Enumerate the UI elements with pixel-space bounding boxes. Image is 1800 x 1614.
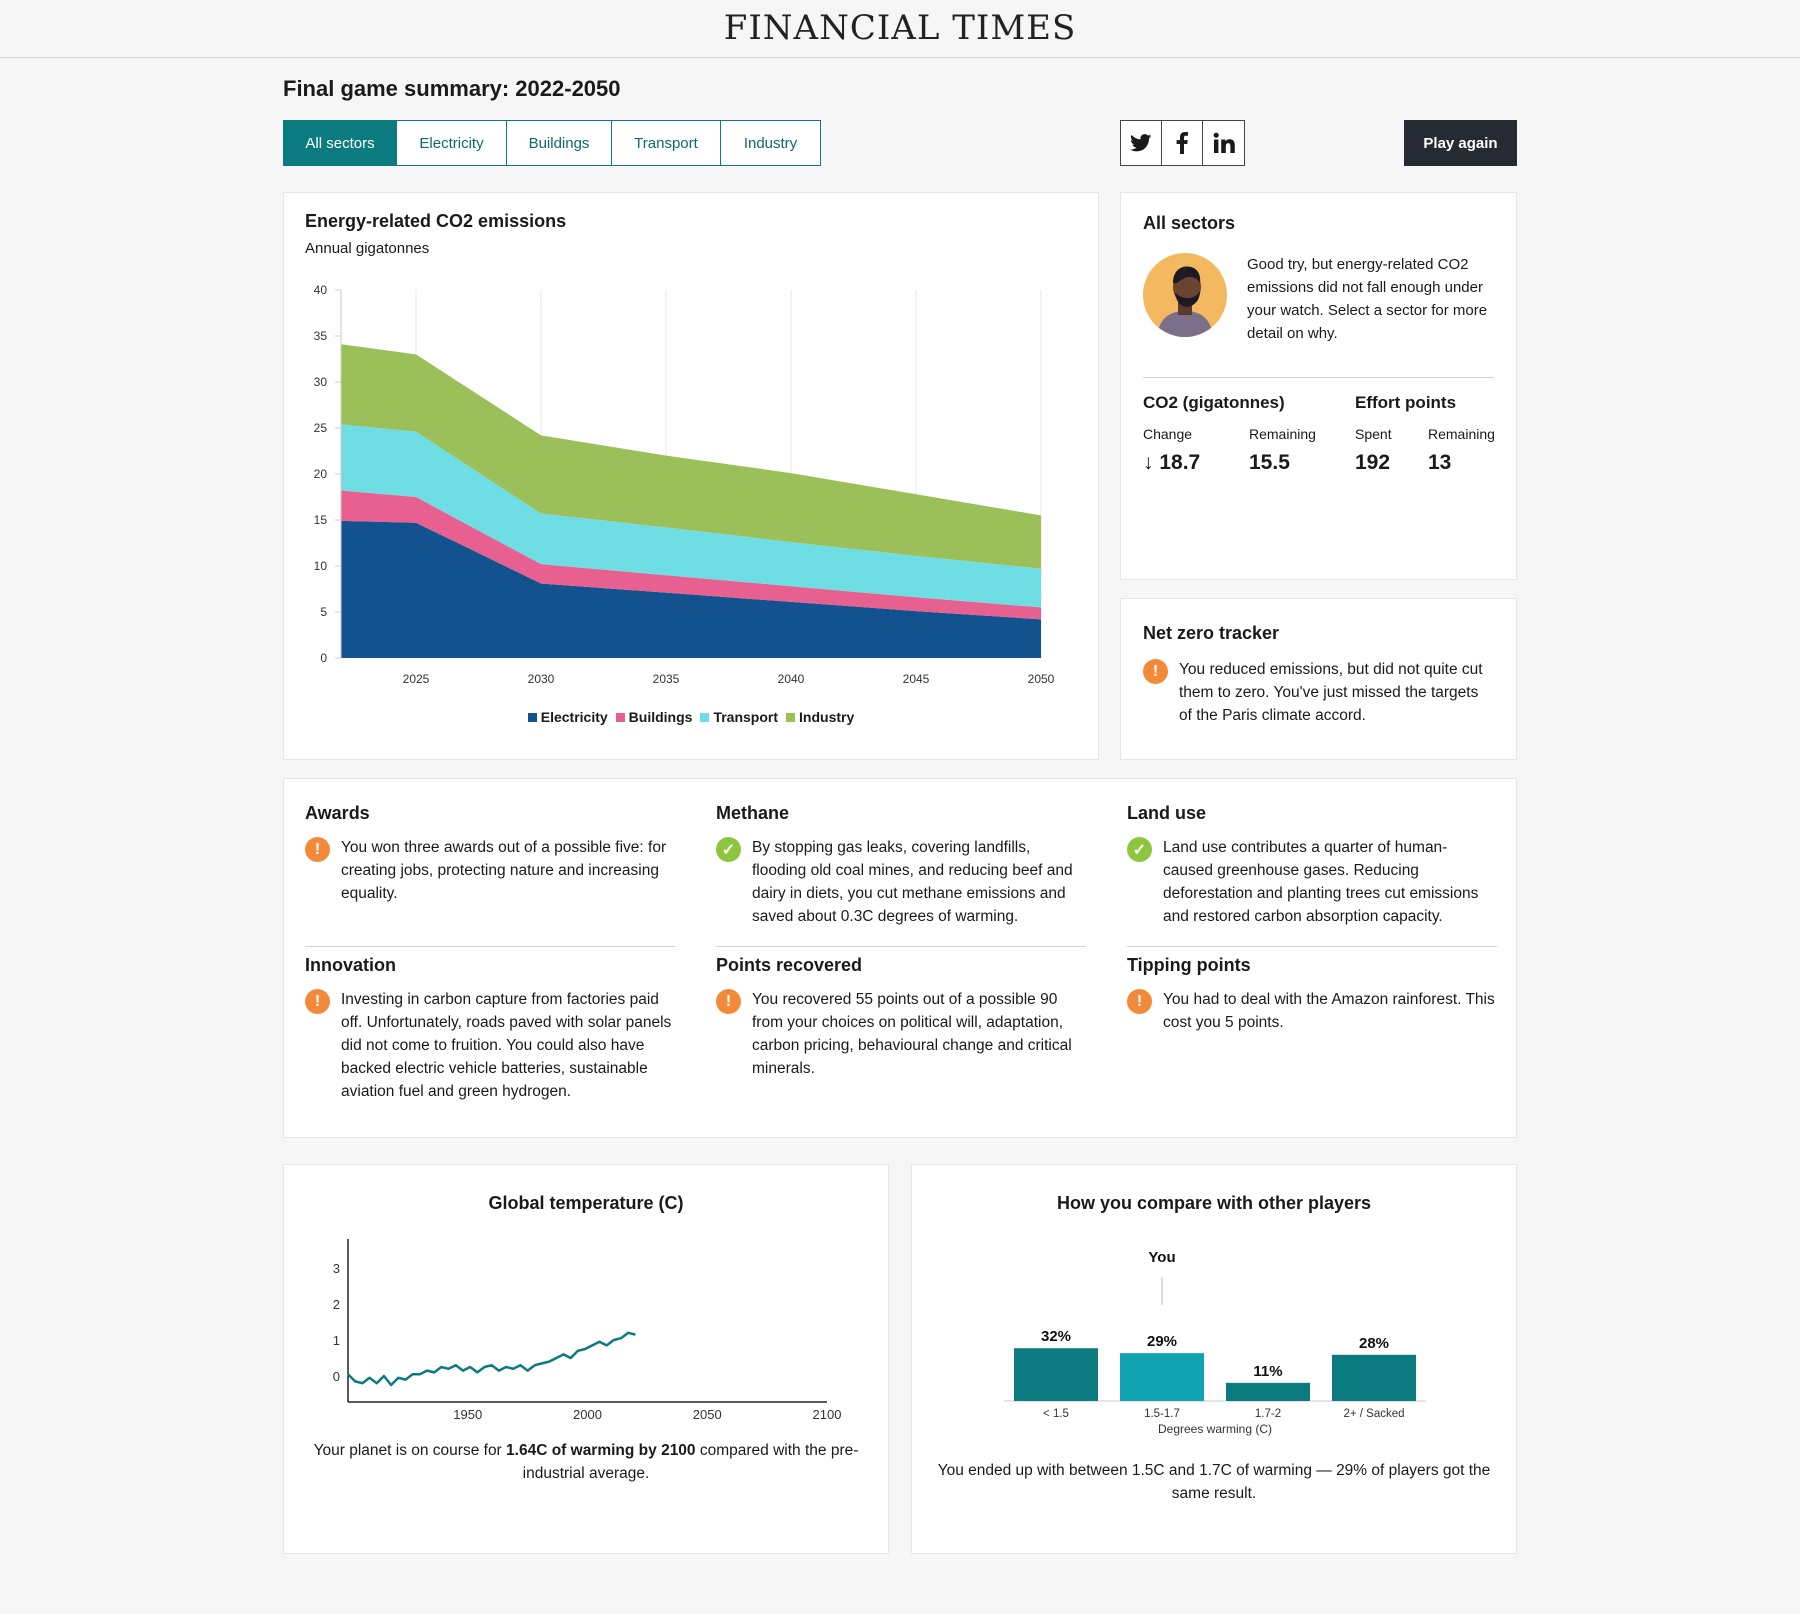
summary-text: Good try, but energy-related CO2 emissions did not fall enough under your watch. Select a sector for more detail on why. xyxy=(1247,256,1488,342)
co2-change-value: ↓ 18.7 xyxy=(1143,451,1201,474)
summary-title: All sectors xyxy=(1143,213,1236,233)
methane-title: Methane xyxy=(716,803,790,823)
bar-category-label: 1.7-2 xyxy=(1254,1408,1282,1420)
methane-section xyxy=(716,803,1086,928)
tracker-text: You reduced emissions, but did not quite cut them to zero. You've just missed the targets of the Paris climate accord. xyxy=(1179,661,1483,724)
tab-industry[interactable]: Industry xyxy=(721,121,820,165)
emissions-chart-card xyxy=(283,192,1099,760)
bar-category-label: 1.5-1.7 xyxy=(1144,1408,1180,1420)
tipping-points-title: Tipping points xyxy=(1127,955,1251,975)
y-tick-label: 25 xyxy=(313,421,327,435)
points-recovered-title: Points recovered xyxy=(716,955,863,975)
x-tick-label: 2100 xyxy=(812,1407,842,1422)
land-use-text: Land use contributes a quarter of human-caused greenhouse gases. Reducing deforestation and planting trees cut emissions and restored carbon absorption capacity. xyxy=(1163,839,1479,925)
compare-text: You ended up with between 1.5C and 1.7C of warming — 29% of players got the same result. xyxy=(937,1462,1491,1502)
section-divider xyxy=(305,946,675,947)
land-use-section xyxy=(1127,803,1497,928)
x-tick-label: 2025 xyxy=(402,672,430,686)
co2-remaining-label: Remaining xyxy=(1249,426,1316,442)
compare-title: How you compare with other players xyxy=(1056,1193,1372,1213)
results-card xyxy=(283,778,1517,1138)
legend-electricity: Electricity xyxy=(528,709,608,725)
tab-transport[interactable]: Transport xyxy=(612,121,721,165)
emissions-chart-title: Energy-related CO2 emissions xyxy=(305,211,567,231)
points-recovered-section xyxy=(716,955,1086,1080)
page-title: Final game summary: 2022-2050 xyxy=(283,76,621,101)
emissions-legend xyxy=(284,709,1098,725)
sector-tabs xyxy=(283,120,821,166)
y-tick-label: 20 xyxy=(313,467,327,481)
co2-change-label: Change xyxy=(1143,426,1193,442)
advisor-avatar xyxy=(1143,253,1227,337)
co2-heading: CO2 (gigatonnes) xyxy=(1143,393,1285,412)
effort-remaining-label: Remaining xyxy=(1428,426,1495,442)
tab-all-sectors[interactable]: All sectors xyxy=(284,121,397,165)
x-tick-label: 2035 xyxy=(652,672,680,686)
y-tick-label: 10 xyxy=(313,559,327,573)
x-axis-label: Degrees warming (C) xyxy=(1157,1422,1273,1436)
legend-buildings: Buildings xyxy=(616,709,693,725)
you-marker-label: You xyxy=(1148,1249,1176,1266)
tipping-points-text: You had to deal with the Amazon rainforest. This cost you 5 points. xyxy=(1163,991,1495,1031)
bar-0 xyxy=(1014,1348,1098,1401)
awards-text: You won three awards out of a possible five: for creating jobs, protecting nature and increasing equality. xyxy=(341,839,667,902)
points-recovered-text: You recovered 55 points out of a possible 90 from your choices on political will, adaptation, carbon pricing, behavioural change and critical minerals. xyxy=(752,991,1072,1077)
temperature-text: Your planet is on course for 1.64C of warming by 2100 compared with the pre-industrial average. xyxy=(313,1442,859,1482)
tab-buildings[interactable]: Buildings xyxy=(507,121,612,165)
share-buttons xyxy=(1120,120,1245,166)
warning-icon: ! xyxy=(1143,659,1168,684)
x-tick-label: 2050 xyxy=(692,1407,722,1422)
y-tick-label: 3 xyxy=(332,1261,340,1276)
y-tick-label: 2 xyxy=(332,1297,340,1312)
innovation-text: Investing in carbon capture from factories paid off. Unfortunately, roads paved with solar panels did not come to fruition. You could also have backed electric vehicle batteries, sustainable aviation fuel and green hydrogen. xyxy=(341,991,672,1100)
tab-electricity[interactable]: Electricity xyxy=(397,121,507,165)
play-again-button[interactable]: Play again xyxy=(1404,120,1517,166)
y-tick-label: 30 xyxy=(313,375,327,389)
effort-remaining-value: 13 xyxy=(1428,451,1452,474)
compare-bar-chart xyxy=(912,1225,1518,1455)
bar-category-label: 2+ / Sacked xyxy=(1343,1408,1405,1420)
bar-value-label: 11% xyxy=(1253,1362,1283,1380)
temperature-card xyxy=(283,1164,889,1554)
temperature-title: Global temperature (C) xyxy=(488,1193,684,1213)
facebook-icon[interactable] xyxy=(1162,121,1203,165)
emissions-chart-subtitle: Annual gigatonnes xyxy=(305,240,430,257)
section-divider xyxy=(1127,946,1497,947)
y-tick-label: 5 xyxy=(320,605,327,619)
x-tick-label: 2050 xyxy=(1027,672,1055,686)
tipping-points-section xyxy=(1127,955,1497,1034)
legend-industry: Industry xyxy=(786,709,854,725)
awards-section xyxy=(305,803,675,905)
bar-category-label: < 1.5 xyxy=(1043,1408,1069,1420)
x-tick-label: 1950 xyxy=(453,1407,483,1422)
linkedin-icon[interactable] xyxy=(1203,121,1244,165)
innovation-section xyxy=(305,955,675,1103)
y-tick-label: 1 xyxy=(332,1333,340,1348)
innovation-title: Innovation xyxy=(305,955,396,975)
temperature-line-chart xyxy=(284,1225,890,1475)
bar-3 xyxy=(1332,1355,1416,1401)
x-tick-label: 2045 xyxy=(902,672,930,686)
checkmark-icon: ✓ xyxy=(1127,837,1152,862)
x-tick-label: 2040 xyxy=(777,672,805,686)
x-tick-label: 2030 xyxy=(527,672,555,686)
brand-logo[interactable]: FINANCIAL TIMES xyxy=(723,8,1077,48)
y-tick-label: 35 xyxy=(313,329,327,343)
legend-transport: Transport xyxy=(700,709,778,725)
bar-value-label: 28% xyxy=(1358,1334,1390,1352)
sector-summary-card xyxy=(1120,192,1517,580)
bar-value-label: 32% xyxy=(1040,1328,1072,1346)
effort-spent-label: Spent xyxy=(1355,426,1392,442)
awards-title: Awards xyxy=(305,803,370,823)
temperature-line xyxy=(348,1333,635,1385)
section-divider xyxy=(716,946,1086,947)
checkmark-icon: ✓ xyxy=(716,837,741,862)
x-tick-label: 2000 xyxy=(573,1407,602,1422)
warning-icon: ! xyxy=(305,989,330,1014)
y-tick-label: 0 xyxy=(332,1369,340,1384)
bar-1 xyxy=(1120,1353,1204,1401)
effort-heading: Effort points xyxy=(1355,393,1457,412)
twitter-icon[interactable] xyxy=(1121,121,1162,165)
top-bar xyxy=(0,0,1800,58)
compare-card xyxy=(911,1164,1517,1554)
y-tick-label: 15 xyxy=(313,513,327,527)
net-zero-tracker-card xyxy=(1120,598,1517,760)
methane-text: By stopping gas leaks, covering landfills, flooding old coal mines, and reducing beef and dairy in diets, you cut methane emissions and saved about 0.3C degrees of warming. xyxy=(752,839,1073,925)
y-tick-label: 0 xyxy=(320,651,327,665)
tracker-title: Net zero tracker xyxy=(1143,623,1280,643)
warning-icon: ! xyxy=(716,989,741,1014)
warning-icon: ! xyxy=(1127,989,1152,1014)
co2-remaining-value: 15.5 xyxy=(1249,451,1290,474)
warning-icon: ! xyxy=(305,837,330,862)
summary-divider xyxy=(1143,377,1494,378)
bar-value-label: 29% xyxy=(1146,1333,1178,1351)
land-use-title: Land use xyxy=(1127,803,1207,823)
y-tick-label: 40 xyxy=(313,283,327,297)
bar-2 xyxy=(1226,1383,1310,1401)
effort-spent-value: 192 xyxy=(1355,451,1391,474)
emissions-area-chart xyxy=(284,193,1100,693)
